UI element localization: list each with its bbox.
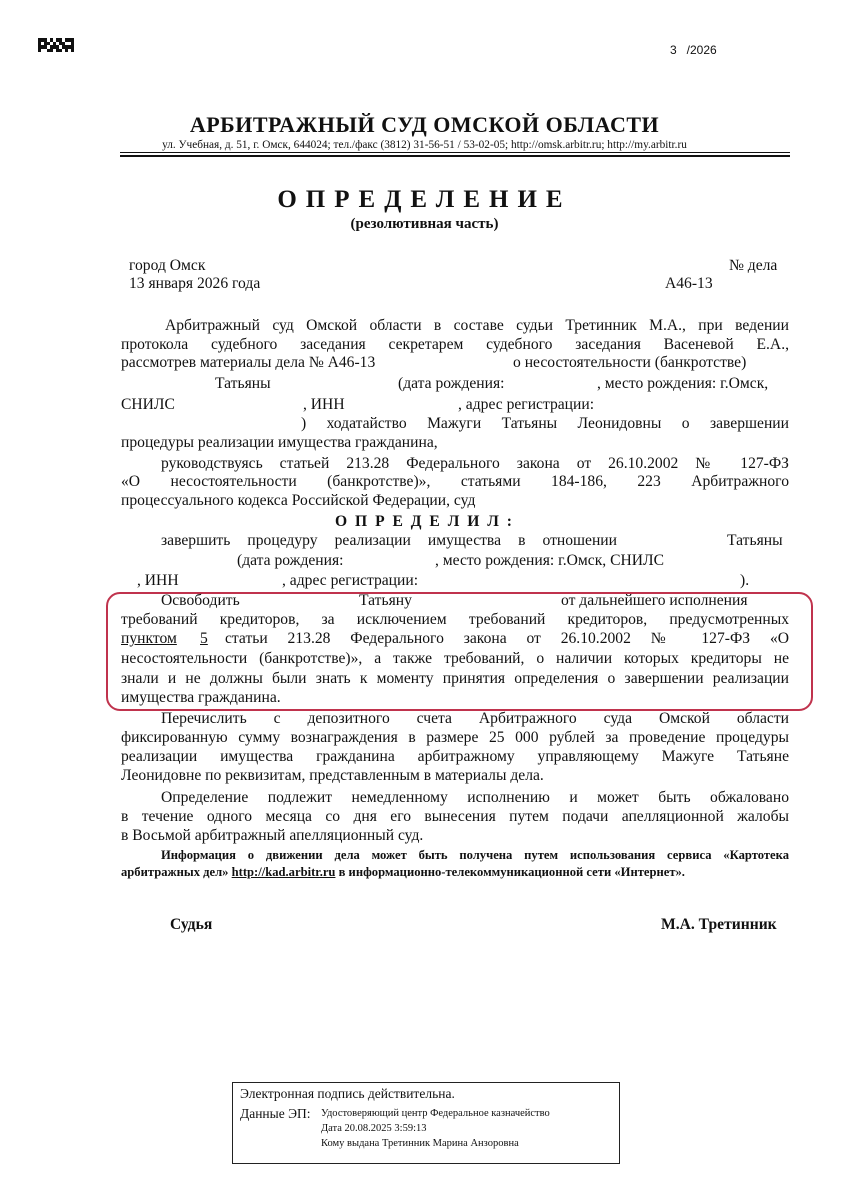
judge-label: Судья: [170, 916, 213, 933]
r2-line3-link[interactable]: пунктом: [121, 630, 177, 647]
r3-line2: фиксированную сумму вознаграждения в размере 25 000 рублей за проведение процедуры: [121, 729, 789, 746]
kad-link[interactable]: http://kad.arbitr.ru: [231, 865, 336, 879]
info-line2: [121, 864, 685, 881]
r4-line2: в течение одного месяца со дня его вынесения путем подачи апелляционной жалобы: [121, 808, 789, 825]
p2-line2: «О несостоятельности (банкротстве)», статьями 184-186, 223 Арбитражного: [121, 473, 789, 490]
r2-line3c: статьи 213.28 Федерального закона от 26.10.2002 № 127-ФЗ «О: [225, 630, 789, 647]
r2-line5: знали и не должны были знать к моменту принятия определения о завершении реализации: [121, 670, 789, 687]
city: город Омск: [129, 257, 206, 274]
r1-line3b: , адрес регистрации:: [282, 572, 419, 589]
court-name: АРБИТРАЖНЫЙ СУД ОМСКОЙ ОБЛАСТИ: [189, 112, 660, 137]
r3-line1: Перечислить с депозитного счета Арбитражного суда Омской области: [161, 710, 789, 727]
r1-line3c: ).: [740, 572, 750, 589]
e-signature-owner: Кому выдана Третинник Марина Анзоровна: [321, 1138, 519, 1149]
r1-line1b: Татьяны: [727, 532, 783, 549]
p1-line3b: о несостоятельности (банкротстве): [513, 354, 747, 371]
r2-line6: имущества гражданина.: [121, 689, 281, 706]
p1-line5a: СНИЛС: [121, 396, 175, 413]
r2-line2: требований кредиторов, за исключением требований кредиторов, предусмотренных: [121, 611, 789, 628]
r4-line1: Определение подлежит немедленному исполнению и может быть обжаловано: [161, 789, 789, 806]
p1-line6: ) ходатайство Мажуги Татьяны Леонидовны о завершении: [301, 415, 789, 432]
r1-line2a: (дата рождения:: [237, 552, 344, 569]
p1-line4c: , место рождения: г.Омск,: [597, 375, 769, 392]
p2-line3: процессуального кодекса Российской Федерации, суд: [121, 492, 476, 509]
p1-line3a: рассмотрев материалы дела № А46-13: [121, 354, 376, 371]
r1-line2b: , место рождения: г.Омск, СНИЛС: [435, 552, 664, 569]
e-signature-issuer: Удостоверяющий центр Федеральное казначейство: [321, 1108, 550, 1119]
r2-line1b: Татьяну: [359, 592, 412, 609]
case-number: А46-13: [665, 275, 713, 292]
court-address: ул. Учебная, д. 51, г. Омск, 644024; тел./факс (3812) 31-56-51 / 53-02-05; http://omsk.arbitr.ru; http://my.arbitr.ru: [162, 139, 687, 151]
r2-line1a: Освободить: [161, 592, 240, 609]
r2-line1c: от дальнейшего исполнения: [561, 592, 748, 609]
decided-heading: О П Р Е Д Е Л И Л :: [335, 513, 514, 530]
r3-line4: Леонидовне по реквизитам, представленным в материалы дела.: [121, 767, 544, 784]
info-line2b: в информационно-телекоммуникационной сети «Интернет».: [338, 865, 685, 879]
e-signature-label: Данные ЭП:: [240, 1106, 311, 1121]
p1-line2: протокола судебного заседания секретарем судебного заседания Васеневой Е.А.,: [121, 336, 789, 353]
p1-line7: процедуры реализации имущества гражданина,: [121, 434, 438, 451]
p2-line1: руководствуясь статьей 213.28 Федерального закона от 26.10.2002 № 127-ФЗ: [161, 455, 789, 472]
p1-line5c: , адрес регистрации:: [458, 396, 595, 413]
e-signature-date: Дата 20.08.2025 3:59:13: [321, 1123, 427, 1134]
r4-line3: в Восьмой арбитражный апелляционный суд.: [121, 827, 424, 844]
p1-line4b: (дата рождения:: [398, 375, 505, 392]
r1-line3a: , ИНН: [137, 572, 179, 589]
header-divider-thin: [120, 152, 790, 153]
r1-line1: завершить процедуру реализации имущества в отношении: [161, 532, 617, 549]
page-number: 3 /2026: [670, 43, 717, 57]
header-divider-thick: [120, 155, 790, 157]
qr-code-icon: [38, 38, 74, 52]
judge-name: М.А. Третинник: [661, 916, 777, 933]
r2-line3-num: 5: [200, 630, 208, 647]
e-signature-valid: Электронная подпись действительна.: [240, 1086, 455, 1101]
p1-line1: Арбитражный суд Омской области в составе судьи Третинник М.А., при ведении: [165, 317, 789, 334]
document-title: ОПРЕДЕЛЕНИЕ: [277, 186, 572, 213]
p1-line5b: , ИНН: [303, 396, 345, 413]
date: 13 января 2026 года: [129, 275, 261, 292]
info-line2a: арбитражных дел»: [121, 865, 229, 879]
r2-line4: несостоятельности (банкротстве)», а также требований, о наличии которых кредиторы не: [121, 650, 789, 667]
case-label: № дела: [729, 257, 778, 274]
p1-line4a: Татьяны: [215, 375, 271, 392]
r3-line3: реализации имущества гражданина арбитражному управляющему Мажуге Татьяне: [121, 748, 789, 765]
info-line1: Информация о движении дела может быть получена путем использования сервиса «Картотека: [161, 848, 789, 862]
document-subtitle: (резолютивная часть): [350, 216, 499, 232]
